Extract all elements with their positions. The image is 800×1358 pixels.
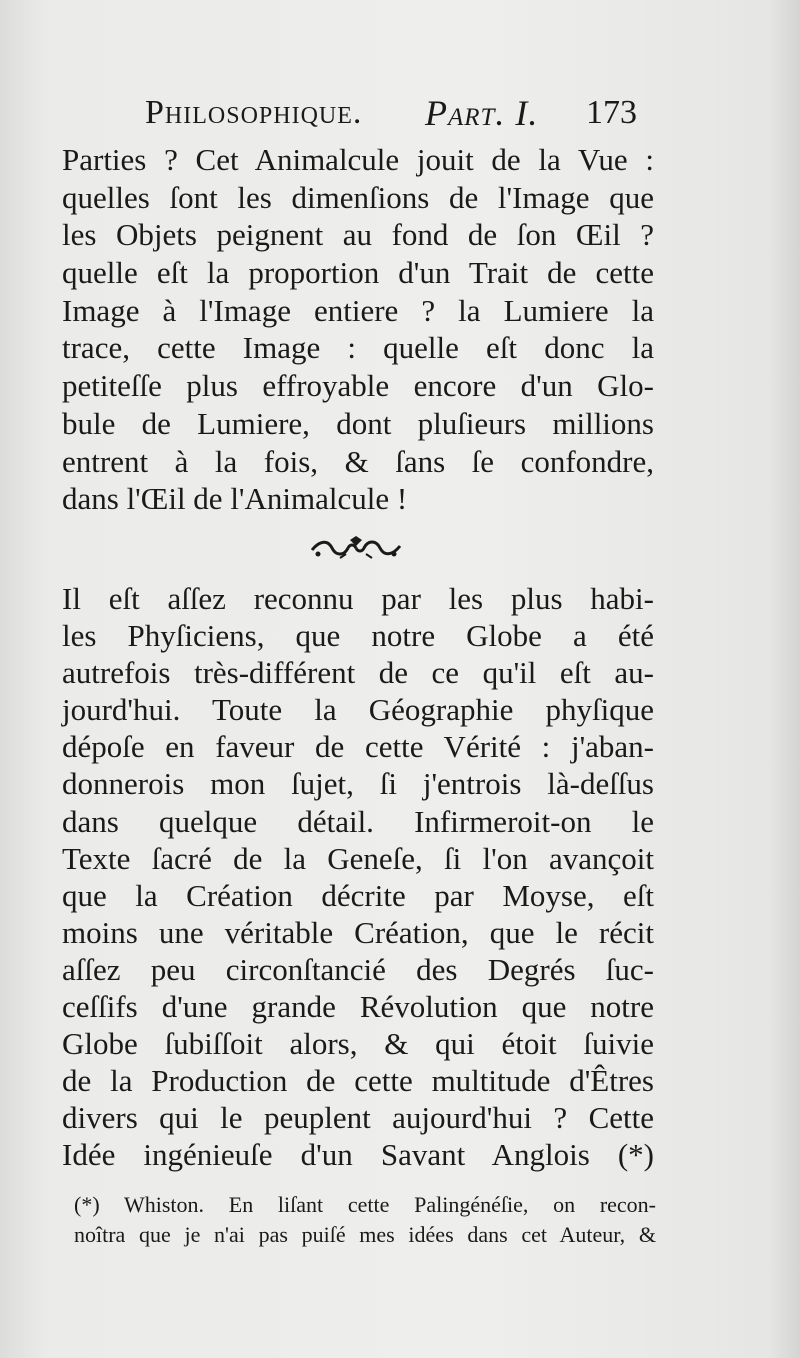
text-line: de la Production de cette multitude d'Êtres bbox=[62, 1063, 654, 1099]
text-line: dépoſe en faveur de cette Vérité : j'aban- bbox=[62, 729, 654, 765]
footnote bbox=[74, 1190, 656, 1250]
header-part: Part. I. bbox=[425, 93, 539, 133]
text-line: Il eſt aſſez reconnu par les plus habi- bbox=[62, 581, 654, 616]
text-line: quelle eſt la proportion d'un Trait de cette bbox=[62, 255, 654, 291]
text-line: jourd'hui. Toute la Géographie phyſique bbox=[62, 692, 654, 728]
text-line: bule de Lumiere, dont pluſieurs millions bbox=[62, 405, 654, 441]
text-line: trace, cette Image : quelle eſt donc la bbox=[62, 330, 654, 366]
running-header bbox=[140, 88, 660, 138]
text-line: ceſſifs d'une grande Révolution que notre bbox=[62, 989, 654, 1025]
text-line: Parties ? Cet Animalcule jouit de la Vue : bbox=[62, 142, 654, 177]
footnote-line: (*) Whiston. En liſant cette Palingénéſie, on recon- bbox=[74, 1192, 656, 1217]
text-line: petiteſſe plus effroyable encore d'un Glo- bbox=[62, 368, 654, 404]
fleuron-ornament-icon bbox=[310, 534, 402, 562]
text-line: dans quelque détail. Infirmeroit-on le bbox=[62, 803, 654, 839]
header-title: Philosophique. bbox=[145, 94, 363, 131]
text-line: les Phyſiciens, que notre Globe a été bbox=[62, 618, 654, 654]
text-line: moins une véritable Création, que le récit bbox=[62, 914, 654, 950]
text-line: Idée ingénieuſe d'un Savant Anglois (*) bbox=[62, 1137, 654, 1173]
text-line: aſſez peu circonſtancié des Degrés ſuc- bbox=[62, 951, 654, 987]
paragraph-1 bbox=[62, 141, 654, 518]
text-line: les Objets peignent au fond de ſon Œil ? bbox=[62, 217, 654, 253]
text-line: Image à l'Image entiere ? la Lumiere la bbox=[62, 292, 654, 328]
text-line: donnerois mon ſujet, ſi j'entrois là-deſſus bbox=[62, 766, 654, 802]
text-line: dans l'Œil de l'Animalcule ! bbox=[62, 481, 408, 517]
text-line: autrefois très-différent de ce qu'il eſt au- bbox=[62, 655, 654, 691]
footnote-line: noîtra que je n'ai pas puiſé mes idées dans cet Auteur, & bbox=[74, 1222, 656, 1247]
text-line: Texte ſacré de la Geneſe, ſi l'on avançoit bbox=[62, 840, 654, 876]
text-line: quelles ſont les dimenſions de l'Image que bbox=[62, 179, 654, 215]
paragraph-2 bbox=[62, 580, 654, 1174]
text-line: que la Création décrite par Moyse, eſt bbox=[62, 877, 654, 913]
text-line: divers qui le peuplent aujourd'hui ? Cette bbox=[62, 1100, 654, 1136]
page-number: 173 bbox=[586, 94, 637, 131]
text-line: Globe ſubiſſoit alors, & qui étoit ſuivie bbox=[62, 1026, 654, 1062]
text-line: entrent à la fois, & ſans ſe confondre, bbox=[62, 443, 654, 479]
